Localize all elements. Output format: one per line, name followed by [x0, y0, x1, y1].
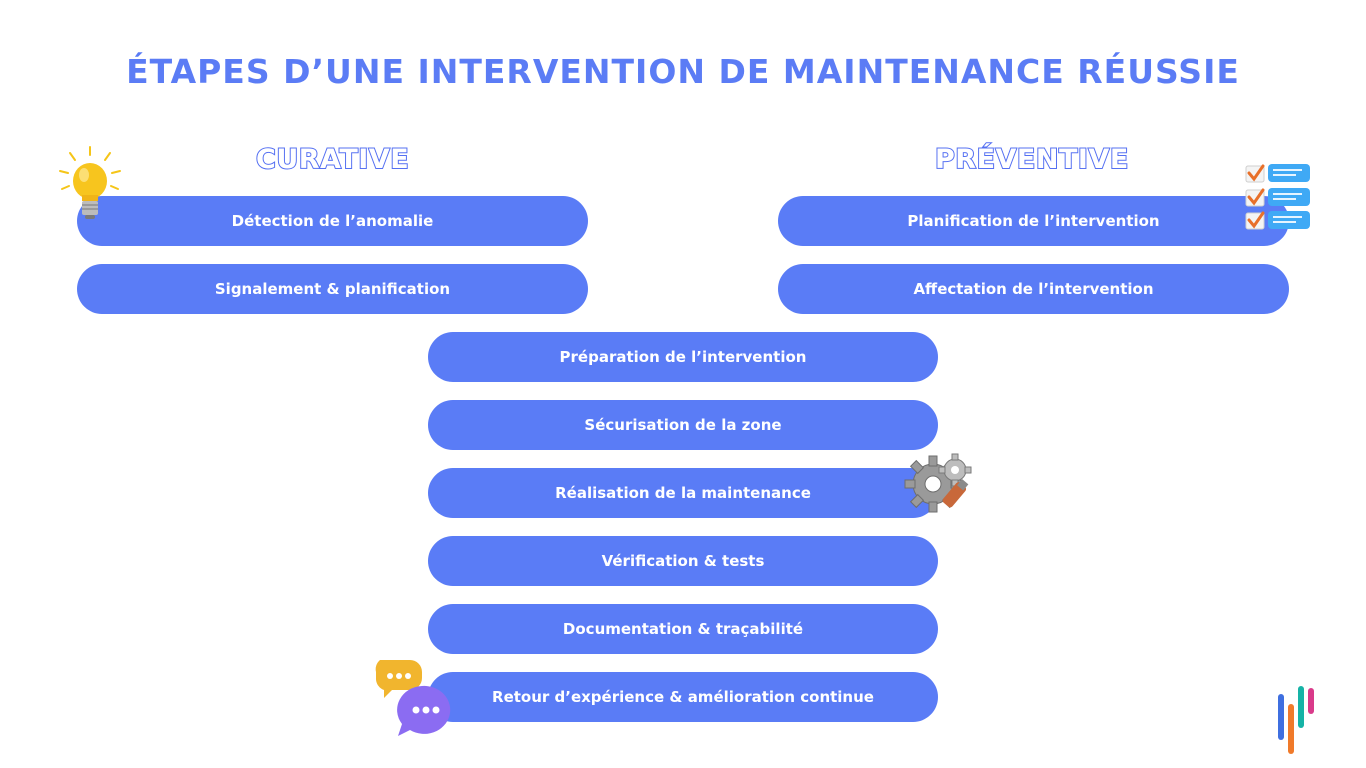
chat-bubbles-icon — [372, 656, 460, 740]
step-realisation: Réalisation de la maintenance — [428, 468, 938, 518]
step-verification: Vérification & tests — [428, 536, 938, 586]
step-curative-signalement: Signalement & planification — [77, 264, 588, 314]
brand-logo-icon — [1276, 682, 1322, 756]
step-retour-experience: Retour d’expérience & amélioration continue — [428, 672, 938, 722]
step-preventive-affectation: Affectation de l’intervention — [778, 264, 1289, 314]
step-documentation: Documentation & traçabilité — [428, 604, 938, 654]
gears-wrench-icon — [903, 448, 977, 520]
lightbulb-icon — [56, 145, 128, 225]
step-curative-detection: Détection de l’anomalie — [77, 196, 588, 246]
section-title-preventive: PRÉVENTIVE — [935, 144, 1129, 175]
step-securisation: Sécurisation de la zone — [428, 400, 938, 450]
checklist-icon — [1244, 162, 1314, 232]
step-preparation: Préparation de l’intervention — [428, 332, 938, 382]
step-preventive-planification: Planification de l’intervention — [778, 196, 1289, 246]
section-title-curative: CURATIVE — [256, 144, 410, 175]
page-title: ÉTAPES D’UNE INTERVENTION DE MAINTENANCE RÉUSSIE — [126, 52, 1240, 91]
